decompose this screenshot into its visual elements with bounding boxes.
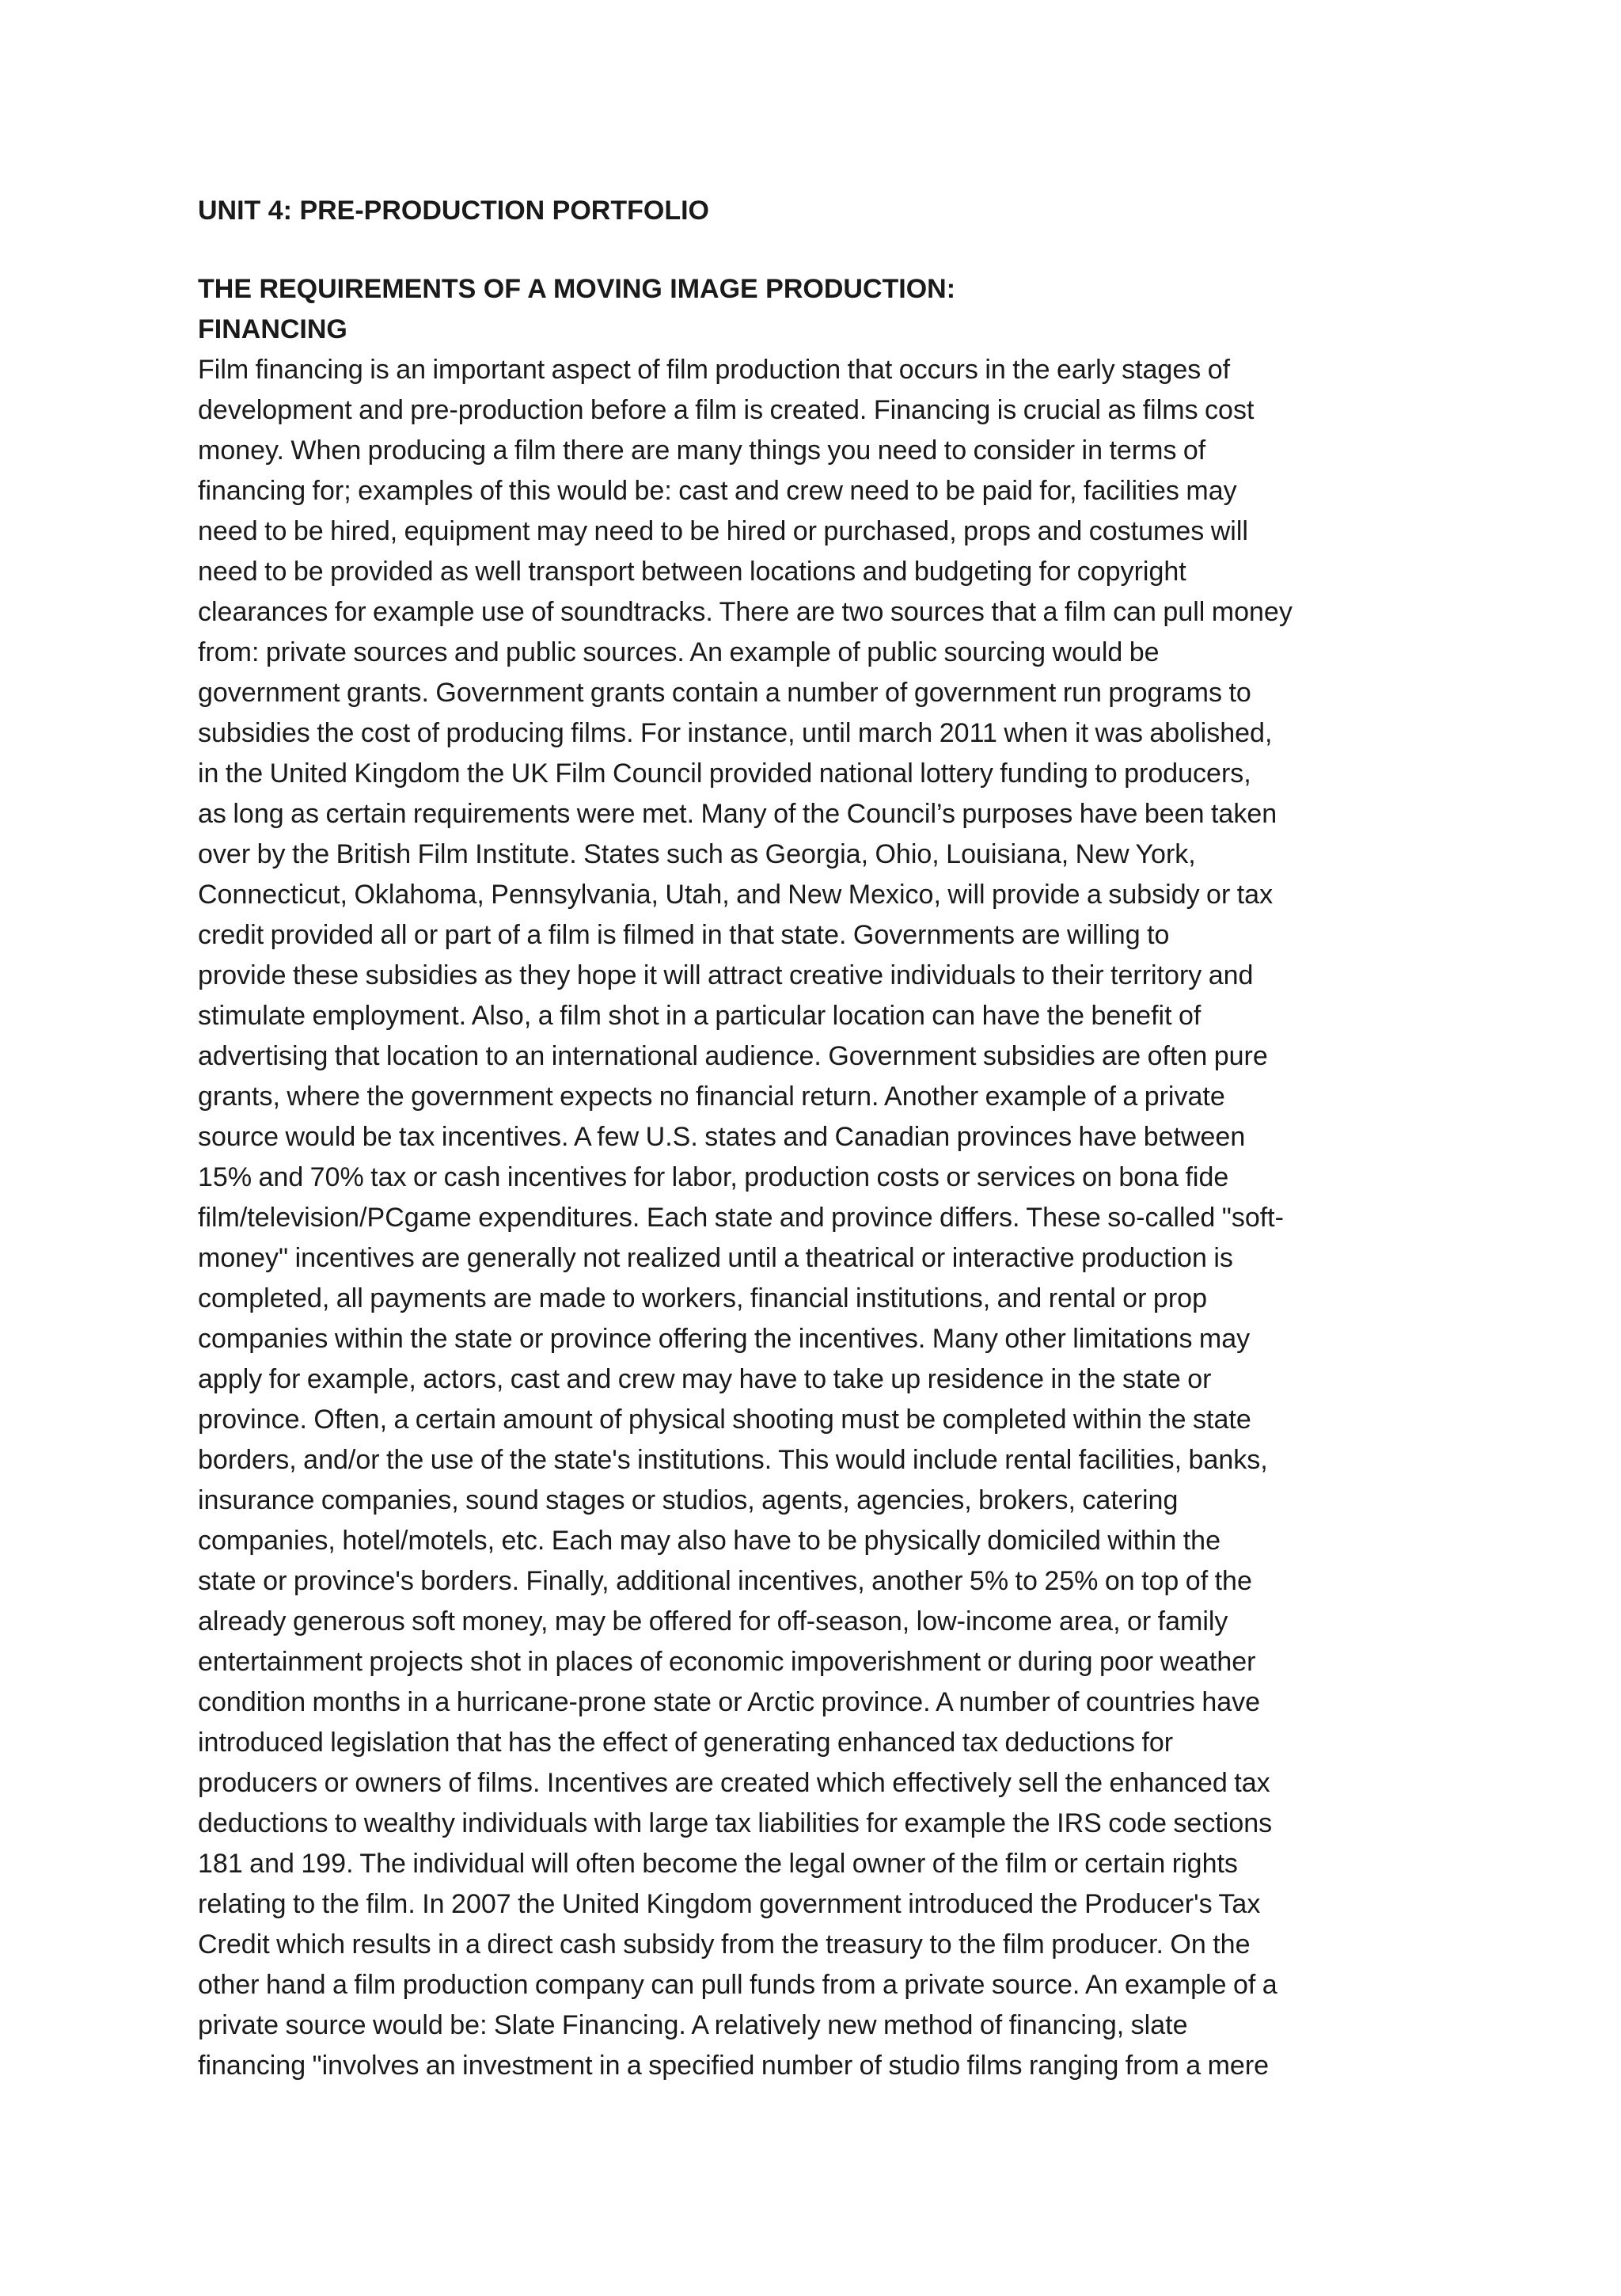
- body-line: source would be tax incentives. A few U.S. states and Canadian provinces have between: [198, 1122, 1246, 1152]
- body-line: completed, all payments are made to workers, financial institutions, and rental or prop: [198, 1283, 1207, 1313]
- body-line: apply for example, actors, cast and crew may have to take up residence in the state or: [198, 1364, 1212, 1394]
- body-line: need to be provided as well transport between locations and budgeting for copyright: [198, 557, 1186, 587]
- body-line: 15% and 70% tax or cash incentives for labor, production costs or services on bona fide: [198, 1162, 1229, 1192]
- body-line: 181 and 199. The individual will often become the legal owner of the film or certain rights: [198, 1849, 1238, 1879]
- body-line: deductions to wealthy individuals with large tax liabilities for example the IRS code sections: [198, 1808, 1273, 1838]
- body-line: introduced legislation that has the effect of generating enhanced tax deductions for: [198, 1728, 1174, 1758]
- body-line: advertising that location to an international audience. Government subsidies are often pure: [198, 1041, 1268, 1071]
- body-line: companies within the state or province offering the incentives. Many other limitations may: [198, 1324, 1251, 1354]
- body-line: state or province's borders. Finally, additional incentives, another 5% to 25% on top of the: [198, 1566, 1252, 1596]
- body-line: other hand a film production company can pull funds from a private source. An example of a: [198, 1970, 1277, 2000]
- body-line: producers or owners of films. Incentives are created which effectively sell the enhanced tax: [198, 1768, 1270, 1798]
- body-line: as long as certain requirements were met. Many of the Council’s purposes have been taken: [198, 799, 1277, 829]
- body-line: private source would be: Slate Financing. A relatively new method of financing, slate: [198, 2010, 1188, 2040]
- unit-title: UNIT 4: PRE-PRODUCTION PORTFOLIO: [198, 196, 709, 226]
- body-line: grants, where the government expects no financial return. Another example of a private: [198, 1081, 1225, 1112]
- body-line: subsidies the cost of producing films. For instance, until march 2011 when it was abolished,: [198, 718, 1273, 748]
- body-line: government grants. Government grants contain a number of government run programs to: [198, 678, 1251, 708]
- body-line: province. Often, a certain amount of physical shooting must be completed within the state: [198, 1405, 1251, 1435]
- body-line: money" incentives are generally not realized until a theatrical or interactive production is: [198, 1243, 1233, 1273]
- body-line: development and pre-production before a film is created. Financing is crucial as films cost: [198, 395, 1255, 425]
- body-line: condition months in a hurricane-prone state or Arctic province. A number of countries have: [198, 1687, 1261, 1717]
- body-line: borders, and/or the use of the state's institutions. This would include rental facilities, banks,: [198, 1445, 1268, 1475]
- body-line: Film financing is an important aspect of film production that occurs in the early stages of: [198, 355, 1231, 385]
- body-line: over by the British Film Institute. States such as Georgia, Ohio, Louisiana, New York,: [198, 839, 1196, 869]
- body-line: provide these subsidies as they hope it will attract creative individuals to their territory and: [198, 960, 1254, 990]
- body-line: financing for; examples of this would be: cast and crew need to be paid for, facilities may: [198, 476, 1237, 506]
- body-line: entertainment projects shot in places of economic impoverishment or during poor weather: [198, 1647, 1256, 1677]
- body-line: money. When producing a film there are many things you need to consider in terms of: [198, 435, 1206, 466]
- body-line: insurance companies, sound stages or studios, agents, agencies, brokers, catering: [198, 1485, 1179, 1515]
- body-line: clearances for example use of soundtracks. There are two sources that a film can pull money: [198, 597, 1293, 627]
- document-content: [198, 190, 1441, 2086]
- body-line: stimulate employment. Also, a film shot in a particular location can have the benefit of: [198, 1001, 1202, 1031]
- body-line: need to be hired, equipment may need to be hired or purchased, props and costumes will: [198, 516, 1248, 546]
- body-line: companies, hotel/motels, etc. Each may also have to be physically domiciled within the: [198, 1526, 1220, 1556]
- body-line: relating to the film. In 2007 the United Kingdom government introduced the Producer's Tax: [198, 1889, 1261, 1919]
- subsection-title: FINANCING: [198, 314, 347, 344]
- body-line: financing "involves an investment in a specified number of studio films ranging from a mere: [198, 2051, 1270, 2081]
- body-line: film/television/PCgame expenditures. Each state and province differs. These so-called "soft-: [198, 1203, 1284, 1233]
- body-line: from: private sources and public sources. An example of public sourcing would be: [198, 637, 1160, 667]
- body-line: Connecticut, Oklahoma, Pennsylvania, Utah, and New Mexico, will provide a subsidy or tax: [198, 880, 1274, 910]
- section-title: THE REQUIREMENTS OF A MOVING IMAGE PRODUCTION:: [198, 274, 956, 304]
- body-line: in the United Kingdom the UK Film Council provided national lottery funding to producers,: [198, 758, 1251, 789]
- body-line: Credit which results in a direct cash subsidy from the treasury to the film producer. On the: [198, 1929, 1251, 1960]
- body-line: credit provided all or part of a film is filmed in that state. Governments are willing to: [198, 920, 1170, 950]
- body-paragraph: [198, 350, 1441, 2086]
- body-line: already generous soft money, may be offered for off-season, low-income area, or family: [198, 1606, 1228, 1636]
